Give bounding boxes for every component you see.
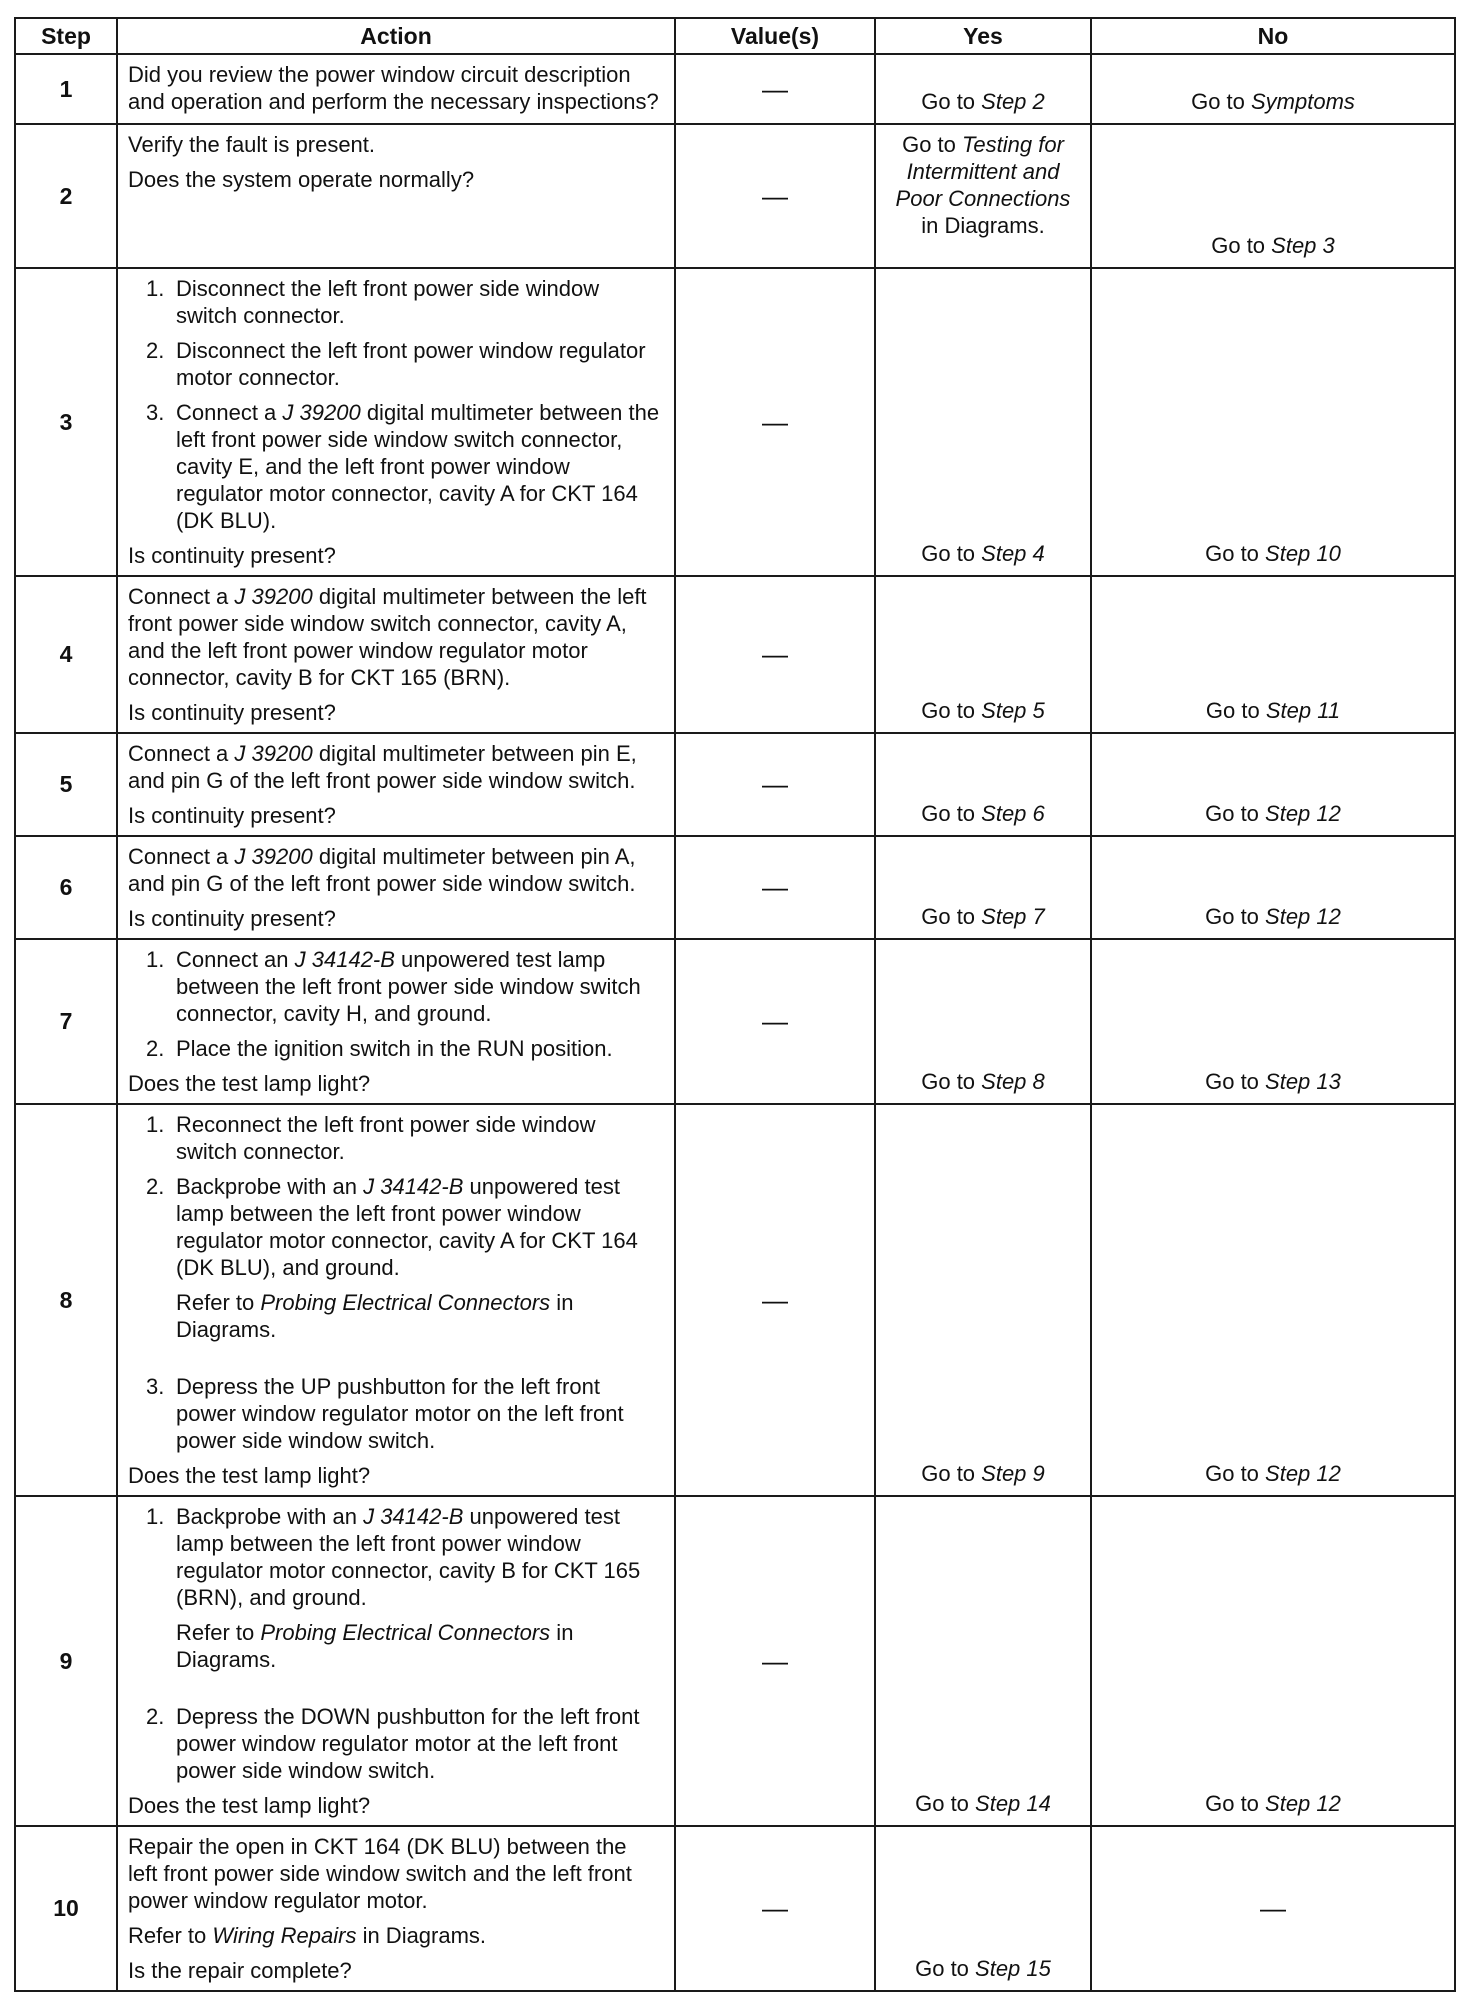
- yes-ref: Step 2: [981, 89, 1045, 114]
- action-cell: [117, 836, 675, 939]
- step-number: 10: [15, 1826, 117, 1991]
- item-text-pre: Backprobe with an: [176, 1504, 364, 1529]
- yes-ref: Step 5: [981, 698, 1045, 723]
- action-cell: [117, 268, 675, 576]
- step-number: 5: [15, 733, 117, 836]
- table-row-step-7: [15, 939, 1455, 1104]
- item-number: 1.: [146, 947, 165, 972]
- item-text: Reconnect the left front power side window switch connector.: [176, 1112, 596, 1164]
- action-item: [128, 946, 660, 1027]
- yes-link[interactable]: [882, 1790, 1084, 1821]
- tool-ref: J 39200: [234, 741, 313, 766]
- yes-cell: [875, 939, 1091, 1104]
- action-cell: [117, 1826, 675, 1991]
- value-cell: —: [675, 268, 875, 576]
- yes-link[interactable]: [882, 129, 1084, 239]
- yes-ref: Step 4: [981, 541, 1045, 566]
- yes-prefix: Go to: [915, 1791, 976, 1816]
- refer-post: in Diagrams.: [356, 1923, 487, 1948]
- header-action: Action: [117, 18, 675, 54]
- yes-link[interactable]: [882, 1460, 1084, 1491]
- refer-pre: Refer to: [176, 1620, 261, 1645]
- action-item: [128, 1035, 660, 1062]
- yes-prefix: Go to: [921, 904, 982, 929]
- header-yes: Yes: [875, 18, 1091, 54]
- yes-ref: Step 8: [981, 1069, 1045, 1094]
- action-cell: [117, 576, 675, 733]
- no-ref: Step 12: [1265, 1791, 1341, 1816]
- tool-ref: J 39200: [234, 844, 313, 869]
- action-item: [128, 275, 660, 329]
- action-question: Does the test lamp light?: [128, 1793, 371, 1818]
- value-cell: —: [675, 733, 875, 836]
- item-number: 3.: [146, 400, 165, 425]
- no-ref: Step 12: [1265, 1461, 1341, 1486]
- no-cell: [1091, 268, 1455, 576]
- item-text-post: unpowered test lamp between the left front power window regulator motor connector, cavity B for CKT 165 (BRN), and ground.: [176, 1504, 641, 1610]
- item-text: Disconnect the left front power side window switch connector.: [176, 276, 600, 328]
- no-link[interactable]: [1098, 540, 1448, 571]
- action-question: Is the repair complete?: [128, 1958, 352, 1983]
- action-question: Does the system operate normally?: [128, 167, 475, 192]
- action-text: Verify the fault is present.: [128, 132, 376, 157]
- yes-cell: [875, 1104, 1091, 1496]
- action-text: Did you review the power window circuit description and operation and perform the necessary inspections?: [128, 62, 659, 114]
- yes-cell: [875, 124, 1091, 268]
- item-text: Depress the UP pushbutton for the left front power window regulator motor on the left front power side window switch.: [176, 1374, 624, 1453]
- yes-prefix: Go to: [921, 541, 982, 566]
- action-text-post: digital multimeter between pin A, and pin G of the left front power side window switch.: [128, 844, 636, 896]
- refer-link[interactable]: Wiring Repairs: [212, 1923, 357, 1948]
- refer-link[interactable]: Probing Electrical Connectors: [260, 1620, 551, 1645]
- value-cell: —: [675, 576, 875, 733]
- yes-prefix: Go to: [902, 132, 962, 157]
- header-values: Value(s): [675, 18, 875, 54]
- step-number: 7: [15, 939, 117, 1104]
- yes-cell: [875, 54, 1091, 124]
- yes-ref: Step 14: [975, 1791, 1051, 1816]
- no-link[interactable]: [1098, 1790, 1448, 1821]
- action-cell: [117, 733, 675, 836]
- action-item: [128, 337, 660, 391]
- item-text: Depress the DOWN pushbutton for the left front power window regulator motor at the left front power side window switch.: [176, 1704, 640, 1783]
- item-text-pre: Connect an: [176, 947, 295, 972]
- tool-ref: J 34142-B: [294, 947, 395, 972]
- yes-prefix: Go to: [921, 698, 982, 723]
- no-prefix: Go to: [1205, 1461, 1266, 1486]
- no-ref: Step 3: [1271, 233, 1335, 258]
- yes-cell: [875, 836, 1091, 939]
- yes-link[interactable]: [882, 1955, 1084, 1986]
- yes-prefix: Go to: [921, 1069, 982, 1094]
- action-item: [128, 1173, 660, 1281]
- no-ref: Step 12: [1265, 801, 1341, 826]
- action-question: Does the test lamp light?: [128, 1071, 371, 1096]
- yes-link[interactable]: [882, 540, 1084, 571]
- step-number: 6: [15, 836, 117, 939]
- value-cell: —: [675, 1826, 875, 1991]
- item-number: 3.: [146, 1374, 165, 1399]
- action-text: [128, 843, 660, 897]
- item-text-post: unpowered test lamp between the left front power side window switch connector, cavity H, and ground.: [176, 947, 641, 1026]
- no-cell: [1091, 1104, 1455, 1496]
- step-number: 3: [15, 268, 117, 576]
- item-text-pre: Connect a: [176, 400, 283, 425]
- no-cell: [1091, 576, 1455, 733]
- item-number: 2.: [146, 1036, 165, 1061]
- no-link[interactable]: [1098, 232, 1448, 263]
- no-prefix: Go to: [1205, 1791, 1266, 1816]
- no-cell: —: [1091, 1826, 1455, 1991]
- action-text-post: digital multimeter between the left front power side window switch connector, cavity A, and the left front power window regulator motor connector, cavity B for CKT 165 (BRN).: [128, 584, 647, 690]
- item-text: [176, 1503, 660, 1611]
- action-text-pre: Connect a: [128, 844, 235, 869]
- action-text-pre: Connect a: [128, 741, 235, 766]
- action-cell: [117, 1496, 675, 1826]
- yes-prefix: Go to: [921, 89, 982, 114]
- value-cell: —: [675, 836, 875, 939]
- no-ref: Step 11: [1265, 698, 1341, 723]
- yes-cell: [875, 268, 1091, 576]
- tool-ref: J 34142-B: [363, 1174, 464, 1199]
- spacer: [128, 1351, 660, 1373]
- step-number: 4: [15, 576, 117, 733]
- tool-ref: J 39200: [234, 584, 313, 609]
- item-text: Place the ignition switch in the RUN position.: [176, 1036, 613, 1061]
- yes-suffix: in Diagrams.: [921, 213, 1045, 238]
- item-number: 2.: [146, 1704, 165, 1729]
- step-number: 1: [15, 54, 117, 124]
- no-cell: [1091, 1496, 1455, 1826]
- action-item: [128, 1111, 660, 1165]
- yes-cell: [875, 1826, 1091, 1991]
- refer-pre: Refer to: [176, 1290, 261, 1315]
- no-ref: Symptoms: [1251, 89, 1355, 114]
- no-cell: [1091, 733, 1455, 836]
- action-question: Is continuity present?: [128, 543, 336, 568]
- step-number: 2: [15, 124, 117, 268]
- yes-prefix: Go to: [915, 1956, 976, 1981]
- no-prefix: Go to: [1205, 541, 1266, 566]
- no-prefix: Go to: [1191, 89, 1251, 114]
- table-row-step-2: [15, 124, 1455, 268]
- yes-prefix: Go to: [921, 1461, 982, 1486]
- value-cell: —: [675, 124, 875, 268]
- action-question: Is continuity present?: [128, 700, 336, 725]
- item-text-post: unpowered test lamp between the left front power window regulator motor connector, cavity A for CKT 164 (DK BLU), and ground.: [176, 1174, 638, 1280]
- item-number: 1.: [146, 276, 165, 301]
- yes-ref: Step 9: [981, 1461, 1045, 1486]
- action-cell: [117, 939, 675, 1104]
- no-prefix: Go to: [1205, 904, 1266, 929]
- no-ref: Step 13: [1265, 1069, 1341, 1094]
- no-prefix: Go to: [1211, 233, 1272, 258]
- action-text-post: digital multimeter between pin E, and pin G of the left front power side window switch.: [128, 741, 637, 793]
- no-cell: [1091, 124, 1455, 268]
- table-row-step-4: [15, 576, 1455, 733]
- value-cell: —: [675, 54, 875, 124]
- yes-ref: Step 6: [981, 801, 1045, 826]
- yes-link[interactable]: [882, 800, 1084, 831]
- action-cell: [117, 124, 675, 268]
- yes-ref: Testing for Intermittent and Poor Connections: [895, 132, 1071, 211]
- item-text: [176, 1173, 660, 1281]
- header-row: [15, 18, 1455, 54]
- table-row-step-9: [15, 1496, 1455, 1826]
- item-text-post: digital multimeter between the left front power side window switch connector, cavity E, and the left front power window regulator motor connector, cavity A for CKT 164 (DK BLU).: [176, 400, 660, 533]
- no-link[interactable]: [1098, 800, 1448, 831]
- value-cell: —: [675, 1496, 875, 1826]
- no-link[interactable]: [1098, 697, 1448, 728]
- no-prefix: Go to: [1205, 698, 1266, 723]
- item-text: Disconnect the left front power window regulator motor connector.: [176, 338, 646, 390]
- no-prefix: Go to: [1205, 1069, 1266, 1094]
- action-cell: [117, 54, 675, 124]
- yes-link[interactable]: [882, 1068, 1084, 1099]
- yes-cell: [875, 576, 1091, 733]
- action-question: Does the test lamp light?: [128, 1463, 371, 1488]
- spacer: [128, 1681, 660, 1703]
- table-row-step-10: [15, 1826, 1455, 1991]
- step-number: 8: [15, 1104, 117, 1496]
- action-text: [128, 740, 660, 794]
- no-ref: Step 10: [1265, 541, 1341, 566]
- no-ref: Step 12: [1265, 904, 1341, 929]
- step-number: 9: [15, 1496, 117, 1826]
- value-cell: —: [675, 1104, 875, 1496]
- action-question: Is continuity present?: [128, 803, 336, 828]
- item-number: 1.: [146, 1112, 165, 1137]
- yes-cell: [875, 1496, 1091, 1826]
- no-cell: [1091, 836, 1455, 939]
- refer-note: [128, 1619, 660, 1673]
- yes-ref: Step 7: [981, 904, 1045, 929]
- yes-link[interactable]: [882, 903, 1084, 934]
- item-number: 1.: [146, 1504, 165, 1529]
- refer-pre: Refer to: [128, 1923, 213, 1948]
- yes-ref: Step 15: [975, 1956, 1051, 1981]
- no-prefix: Go to: [1205, 801, 1266, 826]
- no-link[interactable]: [1098, 1460, 1448, 1491]
- action-text: Repair the open in CKT 164 (DK BLU) between the left front power side window switch and the left front power window regulator motor.: [128, 1834, 632, 1913]
- refer-post: in Diagrams.: [176, 1620, 574, 1672]
- item-text: [176, 946, 660, 1027]
- diagnostic-table-container: [14, 17, 1454, 1983]
- item-number: 2.: [146, 338, 165, 363]
- action-item: [128, 1703, 660, 1784]
- action-text: [128, 583, 660, 691]
- diagnostic-table: [14, 17, 1456, 1992]
- table-row-step-5: [15, 733, 1455, 836]
- yes-cell: [875, 733, 1091, 836]
- item-number: 2.: [146, 1174, 165, 1199]
- header-step: Step: [15, 18, 117, 54]
- refer-note: [128, 1922, 660, 1949]
- no-link[interactable]: [1098, 1068, 1448, 1099]
- no-cell: [1091, 939, 1455, 1104]
- header-no: No: [1091, 18, 1455, 54]
- value-cell: —: [675, 939, 875, 1104]
- no-link[interactable]: [1098, 903, 1448, 934]
- refer-note: [128, 1289, 660, 1343]
- yes-prefix: Go to: [921, 801, 982, 826]
- yes-link[interactable]: [882, 88, 1084, 119]
- table-row-step-3: [15, 268, 1455, 576]
- refer-post: in Diagrams.: [176, 1290, 574, 1342]
- refer-link[interactable]: Probing Electrical Connectors: [260, 1290, 551, 1315]
- table-row-step-1: [15, 54, 1455, 124]
- action-item: [128, 399, 660, 534]
- tool-ref: J 39200: [282, 400, 361, 425]
- item-text-pre: Backprobe with an: [176, 1174, 364, 1199]
- no-cell: [1091, 54, 1455, 124]
- yes-link[interactable]: [882, 697, 1084, 728]
- action-text-pre: Connect a: [128, 584, 235, 609]
- action-question: Is continuity present?: [128, 906, 336, 931]
- tool-ref: J 34142-B: [363, 1504, 464, 1529]
- item-text: [176, 399, 660, 534]
- action-item: [128, 1503, 660, 1611]
- action-cell: [117, 1104, 675, 1496]
- table-row-step-8: [15, 1104, 1455, 1496]
- table-row-step-6: [15, 836, 1455, 939]
- action-item: [128, 1373, 660, 1454]
- no-link[interactable]: [1098, 88, 1448, 119]
